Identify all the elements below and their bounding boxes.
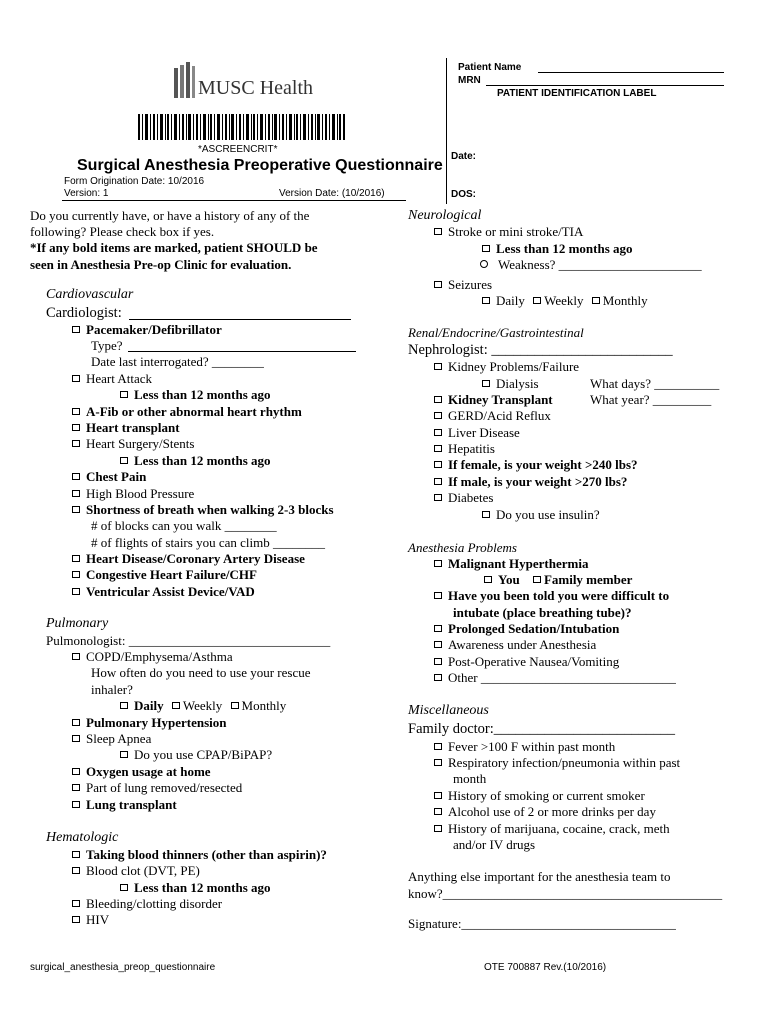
what-year-question: What year? _________ bbox=[590, 392, 712, 407]
insulin-item[interactable] bbox=[482, 507, 600, 523]
checkbox[interactable] bbox=[72, 490, 80, 497]
sob-item[interactable] bbox=[72, 502, 334, 518]
female-weight-label: If female, is your weight >240 lbs? bbox=[448, 457, 638, 472]
lung-removed-item[interactable] bbox=[72, 780, 242, 796]
blood-clot-label: Blood clot (DVT, PE) bbox=[86, 863, 200, 878]
weekly-label: Weekly bbox=[544, 293, 584, 308]
heart-transplant-item[interactable] bbox=[72, 420, 180, 436]
checkbox[interactable] bbox=[533, 576, 541, 583]
form-version: Version: 1 bbox=[64, 188, 109, 199]
pacemaker-label: Pacemaker/Defibrillator bbox=[86, 322, 222, 337]
alcohol-item[interactable] bbox=[434, 804, 656, 820]
sleep-apnea-label: Sleep Apnea bbox=[86, 731, 152, 746]
kidney-problems-item[interactable] bbox=[434, 359, 579, 375]
ponv-item[interactable] bbox=[434, 654, 619, 670]
checkbox[interactable] bbox=[434, 396, 442, 403]
cad-label: Heart Disease/Coronary Artery Disease bbox=[86, 551, 305, 566]
checkbox[interactable] bbox=[482, 297, 490, 304]
fever-label: Fever >100 F within past month bbox=[448, 739, 616, 754]
family-member-label: Family member bbox=[543, 572, 633, 587]
checkbox[interactable] bbox=[434, 281, 442, 288]
checkbox[interactable] bbox=[72, 653, 80, 660]
cardiologist-field[interactable] bbox=[129, 319, 351, 320]
anesthesia-heading: Anesthesia Problems bbox=[408, 540, 517, 555]
form-title: Surgical Anesthesia Preoperative Questionnaire bbox=[77, 157, 443, 174]
gerd-item[interactable] bbox=[434, 408, 551, 424]
diabetes-label: Diabetes bbox=[448, 490, 494, 505]
daily-label: Daily bbox=[496, 293, 525, 308]
checkbox[interactable] bbox=[434, 674, 442, 681]
intro-line-1: Do you currently have, or have a history of any of the bbox=[30, 208, 310, 223]
kidney-transplant-label: Kidney Transplant bbox=[448, 392, 553, 407]
afib-item[interactable] bbox=[72, 404, 302, 420]
checkbox[interactable] bbox=[434, 560, 442, 567]
checkbox[interactable] bbox=[72, 784, 80, 791]
intubate-line-2: intubate (place breathing tube)? bbox=[453, 605, 632, 620]
hiv-label: HIV bbox=[86, 912, 110, 927]
neuro-heading: Neurological bbox=[408, 208, 482, 223]
musc-logo-icon bbox=[172, 62, 198, 100]
renal-heading: Renal/Endocrine/Gastrointestinal bbox=[408, 325, 584, 340]
family-doctor-label: Family doctor:_________________________ bbox=[408, 721, 676, 737]
misc-heading: Miscellaneous bbox=[408, 703, 489, 718]
checkbox[interactable] bbox=[484, 576, 492, 583]
rescue-question-line-1: How often do you need to use your rescue bbox=[91, 665, 311, 680]
checkbox[interactable] bbox=[434, 429, 442, 436]
cpap-item[interactable] bbox=[120, 747, 272, 763]
checkbox[interactable] bbox=[72, 440, 80, 447]
checkbox[interactable] bbox=[434, 592, 442, 599]
prolonged-item[interactable] bbox=[434, 621, 619, 637]
dialysis-label: Dialysis bbox=[496, 376, 539, 391]
hiv-item[interactable] bbox=[72, 912, 109, 928]
blocks-question: # of blocks can you walk ________ bbox=[91, 518, 277, 533]
high-bp-label: High Blood Pressure bbox=[86, 486, 195, 501]
vertical-divider bbox=[446, 58, 447, 204]
checkbox[interactable] bbox=[482, 511, 490, 518]
chest-pain-item[interactable] bbox=[72, 469, 146, 485]
checkbox[interactable] bbox=[120, 702, 128, 709]
alcohol-label: Alcohol use of 2 or more drinks per day bbox=[448, 804, 656, 819]
cardio-heading: Cardiovascular bbox=[46, 287, 134, 302]
hepatitis-item[interactable] bbox=[434, 441, 495, 457]
lung-transplant-label: Lung transplant bbox=[86, 797, 177, 812]
bleeding-item[interactable] bbox=[72, 896, 222, 912]
less-than-12-label: Less than 12 months ago bbox=[134, 453, 271, 468]
checkbox[interactable] bbox=[172, 702, 180, 709]
heart-attack-item[interactable] bbox=[72, 371, 152, 387]
checkbox[interactable] bbox=[434, 743, 442, 750]
checkbox[interactable] bbox=[72, 424, 80, 431]
seizure-frequency[interactable] bbox=[482, 293, 648, 309]
checkbox[interactable] bbox=[72, 473, 80, 480]
dialysis-item[interactable] bbox=[482, 376, 539, 392]
ponv-label: Post-Operative Nausea/Vomiting bbox=[448, 654, 620, 669]
checkbox[interactable] bbox=[72, 408, 80, 415]
heart-surgery-label: Heart Surgery/Stents bbox=[86, 436, 195, 451]
gerd-label: GERD/Acid Reflux bbox=[448, 408, 551, 423]
rescue-question-line-2: inhaler? bbox=[91, 682, 133, 697]
monthly-label: Monthly bbox=[241, 698, 287, 713]
copd-item[interactable] bbox=[72, 649, 233, 665]
awareness-item[interactable] bbox=[434, 637, 596, 653]
checkbox[interactable] bbox=[533, 297, 541, 304]
pulmonologist-label: Pulmonologist: _______________________________ bbox=[46, 633, 331, 648]
male-weight-label: If male, is your weight >270 lbs? bbox=[448, 474, 628, 489]
mrn-field[interactable] bbox=[486, 85, 724, 86]
intro-line-3: *If any bold items are marked, patient SHOULD be bbox=[30, 240, 318, 255]
seizures-label: Seizures bbox=[448, 277, 493, 292]
sleep-apnea-item[interactable] bbox=[72, 731, 151, 747]
cpap-label: Do you use CPAP/BiPAP? bbox=[134, 747, 273, 762]
nephrologist-label: Nephrologist: _________________________ bbox=[408, 342, 673, 358]
respiratory-line-2: month bbox=[453, 771, 487, 786]
chest-pain-label: Chest Pain bbox=[86, 469, 147, 484]
bleeding-label: Bleeding/clotting disorder bbox=[86, 896, 223, 911]
signature-field[interactable]: Signature:_________________________________ bbox=[408, 916, 676, 931]
anything-else-field[interactable]: know?___________________________________________ bbox=[408, 886, 723, 901]
checkbox[interactable] bbox=[434, 461, 442, 468]
lung-transplant-item[interactable] bbox=[72, 797, 177, 813]
checkbox[interactable] bbox=[434, 228, 442, 235]
checkbox[interactable] bbox=[434, 478, 442, 485]
checkbox[interactable] bbox=[434, 658, 442, 665]
kidney-transplant-item[interactable] bbox=[434, 392, 553, 408]
intubate-item[interactable] bbox=[434, 588, 669, 604]
oxygen-label: Oxygen usage at home bbox=[86, 764, 211, 779]
less-than-12-label: Less than 12 months ago bbox=[496, 241, 633, 256]
stairs-question: # of flights of stairs you can climb ________ bbox=[91, 535, 325, 550]
drugs-item[interactable] bbox=[434, 821, 670, 837]
mh-who[interactable] bbox=[484, 572, 632, 588]
drugs-line-2: and/or IV drugs bbox=[453, 837, 536, 852]
stroke-item[interactable] bbox=[434, 224, 583, 240]
oxygen-item[interactable] bbox=[72, 764, 211, 780]
chf-label: Congestive Heart Failure/CHF bbox=[86, 567, 257, 582]
weekly-label: Weekly bbox=[182, 698, 223, 713]
checkbox[interactable] bbox=[120, 751, 128, 758]
checkbox[interactable] bbox=[72, 375, 80, 382]
awareness-label: Awareness under Anesthesia bbox=[448, 637, 597, 652]
checkbox[interactable] bbox=[231, 702, 239, 709]
pulm-htn-item[interactable] bbox=[72, 715, 226, 731]
weakness-item[interactable] bbox=[480, 257, 702, 273]
anything-else-line-1: Anything else important for the anesthesia team to bbox=[408, 869, 671, 884]
respiratory-label: Respiratory infection/pneumonia within past bbox=[448, 755, 681, 770]
seizures-item[interactable] bbox=[434, 277, 492, 293]
checkbox[interactable] bbox=[72, 768, 80, 775]
afib-label: A-Fib or other abnormal heart rhythm bbox=[86, 404, 302, 419]
checkbox[interactable] bbox=[72, 916, 80, 923]
checkbox[interactable] bbox=[120, 391, 128, 398]
stroke-less12-item[interactable] bbox=[482, 241, 633, 257]
heme-heading: Hematologic bbox=[46, 830, 119, 845]
cad-item[interactable] bbox=[72, 551, 305, 567]
form-origination-date: Form Origination Date: 10/2016 bbox=[64, 176, 205, 187]
checkbox[interactable] bbox=[72, 588, 80, 595]
heart-surgery-item[interactable] bbox=[72, 436, 194, 452]
smoking-item[interactable] bbox=[434, 788, 645, 804]
patient-name-label: Patient Name bbox=[458, 62, 522, 73]
checkbox[interactable] bbox=[72, 506, 80, 513]
liver-label: Liver Disease bbox=[448, 425, 520, 440]
daily-label: Daily bbox=[134, 698, 164, 713]
intro-line-4: seen in Anesthesia Pre-op Clinic for evaluation. bbox=[30, 257, 292, 272]
checkbox[interactable] bbox=[72, 851, 80, 858]
smoking-label: History of smoking or current smoker bbox=[448, 788, 645, 803]
checkbox[interactable] bbox=[482, 245, 490, 252]
rescue-frequency[interactable] bbox=[120, 698, 286, 714]
male-weight-item[interactable] bbox=[434, 474, 627, 490]
checkbox[interactable] bbox=[72, 867, 80, 874]
checkbox[interactable] bbox=[434, 825, 442, 832]
other-label: Other ______________________________ bbox=[448, 670, 676, 685]
heart-transplant-label: Heart transplant bbox=[86, 420, 180, 435]
heart-attack-label: Heart Attack bbox=[86, 371, 153, 386]
vad-label: Ventricular Assist Device/VAD bbox=[86, 584, 255, 599]
copd-label: COPD/Emphysema/Asthma bbox=[86, 649, 233, 664]
other-item[interactable] bbox=[434, 670, 676, 686]
prolonged-label: Prolonged Sedation/Intubation bbox=[448, 621, 620, 636]
what-days-question: What days? __________ bbox=[590, 376, 720, 391]
insulin-label: Do you use insulin? bbox=[496, 507, 600, 522]
checkbox[interactable] bbox=[434, 494, 442, 501]
checkbox[interactable] bbox=[72, 735, 80, 742]
respiratory-item[interactable] bbox=[434, 755, 680, 771]
checkbox[interactable] bbox=[72, 555, 80, 562]
header-divider bbox=[62, 200, 406, 201]
kidney-problems-label: Kidney Problems/Failure bbox=[448, 359, 580, 374]
pacemaker-type-label: Type? bbox=[91, 338, 123, 353]
pulm-heading: Pulmonary bbox=[46, 616, 109, 631]
checkbox[interactable] bbox=[120, 457, 128, 464]
weakness-label: Weakness? ______________________ bbox=[498, 257, 702, 272]
checkbox[interactable] bbox=[482, 380, 490, 387]
blood-thinners-label: Taking blood thinners (other than aspirin)? bbox=[86, 847, 327, 862]
checkbox[interactable] bbox=[434, 445, 442, 452]
footer-form-number: OTE 700887 Rev.(10/2016) bbox=[484, 962, 607, 973]
barcode-text: *ASCREENCRIT* bbox=[198, 144, 278, 155]
mh-item[interactable] bbox=[434, 556, 588, 572]
chf-item[interactable] bbox=[72, 567, 257, 583]
sob-label: Shortness of breath when walking 2-3 blocks bbox=[86, 502, 334, 517]
blood-clot-less12-item[interactable] bbox=[120, 880, 271, 896]
checkbox[interactable] bbox=[434, 412, 442, 419]
less-than-12-label: Less than 12 months ago bbox=[134, 880, 271, 895]
vad-item[interactable] bbox=[72, 584, 255, 600]
female-weight-item[interactable] bbox=[434, 457, 638, 473]
checkbox[interactable] bbox=[72, 326, 80, 333]
mrn-label: MRN bbox=[458, 75, 481, 86]
patient-id-label: PATIENT IDENTIFICATION LABEL bbox=[497, 88, 657, 99]
version-date: Version Date: (10/2016) bbox=[279, 188, 385, 199]
intro-line-2: following? Please check box if yes. bbox=[30, 224, 215, 239]
heart-attack-less12-item[interactable] bbox=[120, 387, 271, 403]
dos-label: DOS: bbox=[451, 189, 476, 200]
fever-item[interactable] bbox=[434, 739, 615, 755]
lung-removed-label: Part of lung removed/resected bbox=[86, 780, 243, 795]
radio-circle-icon[interactable] bbox=[480, 260, 488, 268]
logo-text: MUSC Health bbox=[198, 77, 313, 99]
intubate-label: Have you been told you were difficult to bbox=[448, 588, 670, 603]
you-label: You bbox=[498, 572, 520, 587]
pulm-htn-label: Pulmonary Hypertension bbox=[86, 715, 227, 730]
checkbox[interactable] bbox=[434, 625, 442, 632]
less-than-12-label: Less than 12 months ago bbox=[134, 387, 271, 402]
checkbox[interactable] bbox=[72, 719, 80, 726]
heart-surgery-less12-item[interactable] bbox=[120, 453, 271, 469]
hepatitis-label: Hepatitis bbox=[448, 441, 495, 456]
checkbox[interactable] bbox=[72, 801, 80, 808]
drugs-label: History of marijuana, cocaine, crack, meth bbox=[448, 821, 670, 836]
checkbox[interactable] bbox=[434, 808, 442, 815]
date-label: Date: bbox=[451, 151, 477, 162]
mh-label: Malignant Hyperthermia bbox=[448, 556, 589, 571]
liver-item[interactable] bbox=[434, 425, 520, 441]
pacemaker-item[interactable] bbox=[72, 322, 222, 338]
footer-form-name: surgical_anesthesia_preop_questionnaire bbox=[30, 962, 216, 973]
blood-clot-item[interactable] bbox=[72, 863, 200, 879]
checkbox[interactable] bbox=[434, 792, 442, 799]
cardiologist-label: Cardiologist: bbox=[46, 305, 122, 321]
high-bp-item[interactable] bbox=[72, 486, 194, 502]
blood-thinners-item[interactable] bbox=[72, 847, 327, 863]
barcode bbox=[138, 114, 346, 140]
checkbox[interactable] bbox=[434, 759, 442, 766]
stroke-label: Stroke or mini stroke/TIA bbox=[448, 224, 584, 239]
checkbox[interactable] bbox=[592, 297, 600, 304]
patient-name-field[interactable] bbox=[538, 72, 724, 73]
last-interrogated: Date last interrogated? ________ bbox=[91, 354, 264, 369]
checkbox[interactable] bbox=[72, 571, 80, 578]
checkbox[interactable] bbox=[72, 900, 80, 907]
diabetes-item[interactable] bbox=[434, 490, 493, 506]
checkbox[interactable] bbox=[434, 363, 442, 370]
checkbox[interactable] bbox=[120, 884, 128, 891]
pacemaker-type-field[interactable] bbox=[128, 351, 356, 352]
monthly-label: Monthly bbox=[602, 293, 648, 308]
checkbox[interactable] bbox=[434, 641, 442, 648]
